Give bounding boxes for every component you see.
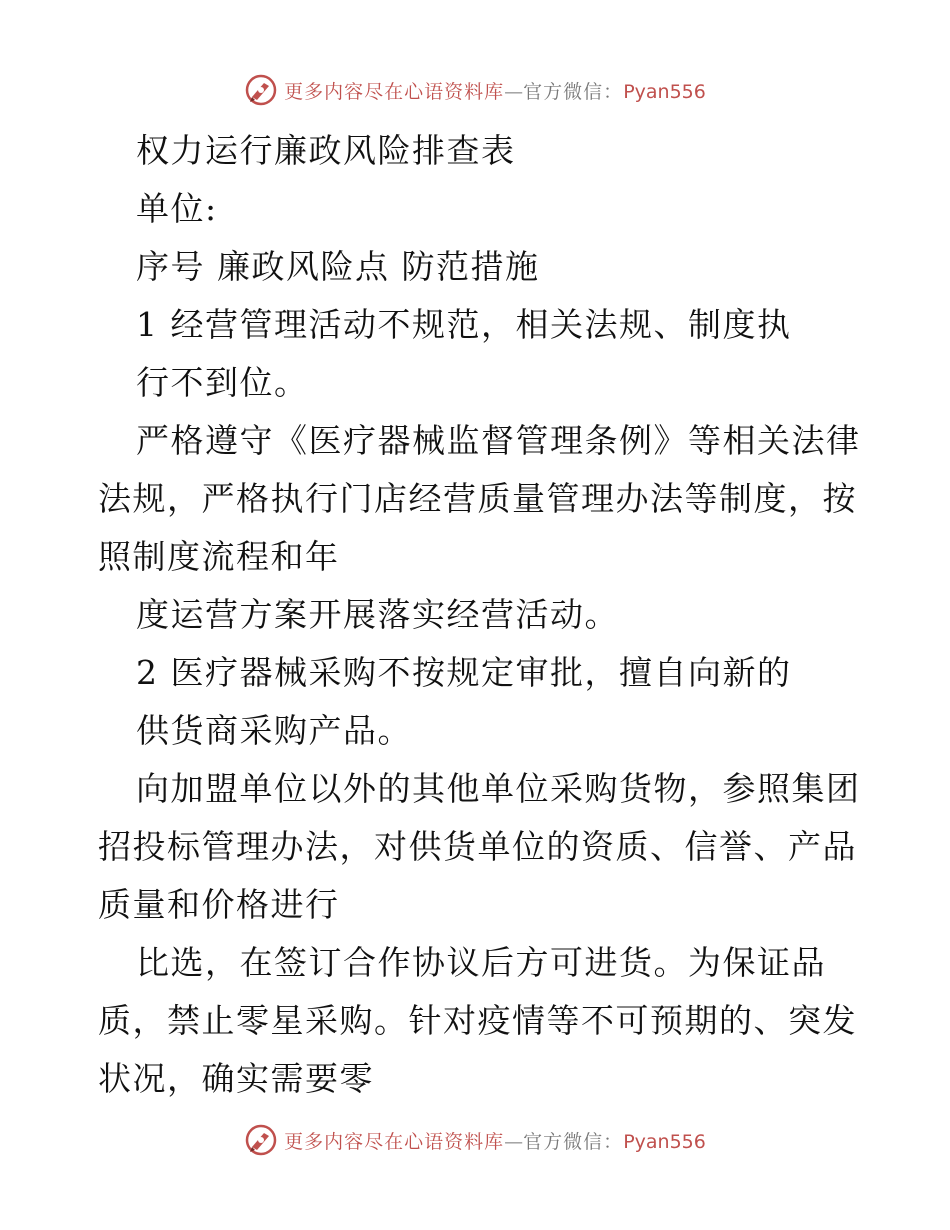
document-line: 质量和价格进行 — [98, 885, 340, 924]
document-body — [98, 122, 861, 1108]
document-line: 序号 廉政风险点 防范措施 — [136, 247, 540, 286]
pen-logo-icon — [244, 1123, 278, 1157]
document-line: 比选，在签订合作协议后方可进货。为保证品 — [136, 943, 826, 982]
document-title: 权力运行廉政风险排查表 — [136, 131, 516, 170]
watermark-text: 更多内容尽在心语资料库—官方微信：Pyan556 — [284, 80, 706, 103]
pen-logo-icon — [244, 73, 278, 107]
watermark-text: 更多内容尽在心语资料库—官方微信：Pyan556 — [284, 1130, 706, 1153]
document-line: 向加盟单位以外的其他单位采购货物，参照集团 — [136, 769, 861, 808]
document-line: 照制度流程和年 — [98, 537, 340, 576]
document-line: 1 经营管理活动不规范，相关法规、制度执 — [136, 305, 792, 344]
header-watermark — [0, 70, 950, 110]
document-line: 状况，确实需要零 — [98, 1059, 374, 1098]
document-line: 招投标管理办法，对供货单位的资质、信誉、产品 — [98, 827, 857, 866]
document-line: 严格遵守《医疗器械监督管理条例》等相关法律 — [136, 421, 861, 460]
document-line: 度运营方案开展落实经营活动。 — [136, 595, 619, 634]
document-line: 质，禁止零星采购。针对疫情等不可预期的、突发 — [98, 1001, 857, 1040]
document-line: 供货商采购产品。 — [136, 711, 412, 750]
footer-watermark — [0, 1120, 950, 1160]
document-line: 2 医疗器械采购不按规定审批，擅自向新的 — [136, 653, 792, 692]
document-line: 行不到位。 — [136, 363, 309, 402]
document-line: 单位: — [136, 189, 218, 228]
document-line: 法规，严格执行门店经营质量管理办法等制度，按 — [98, 479, 857, 518]
